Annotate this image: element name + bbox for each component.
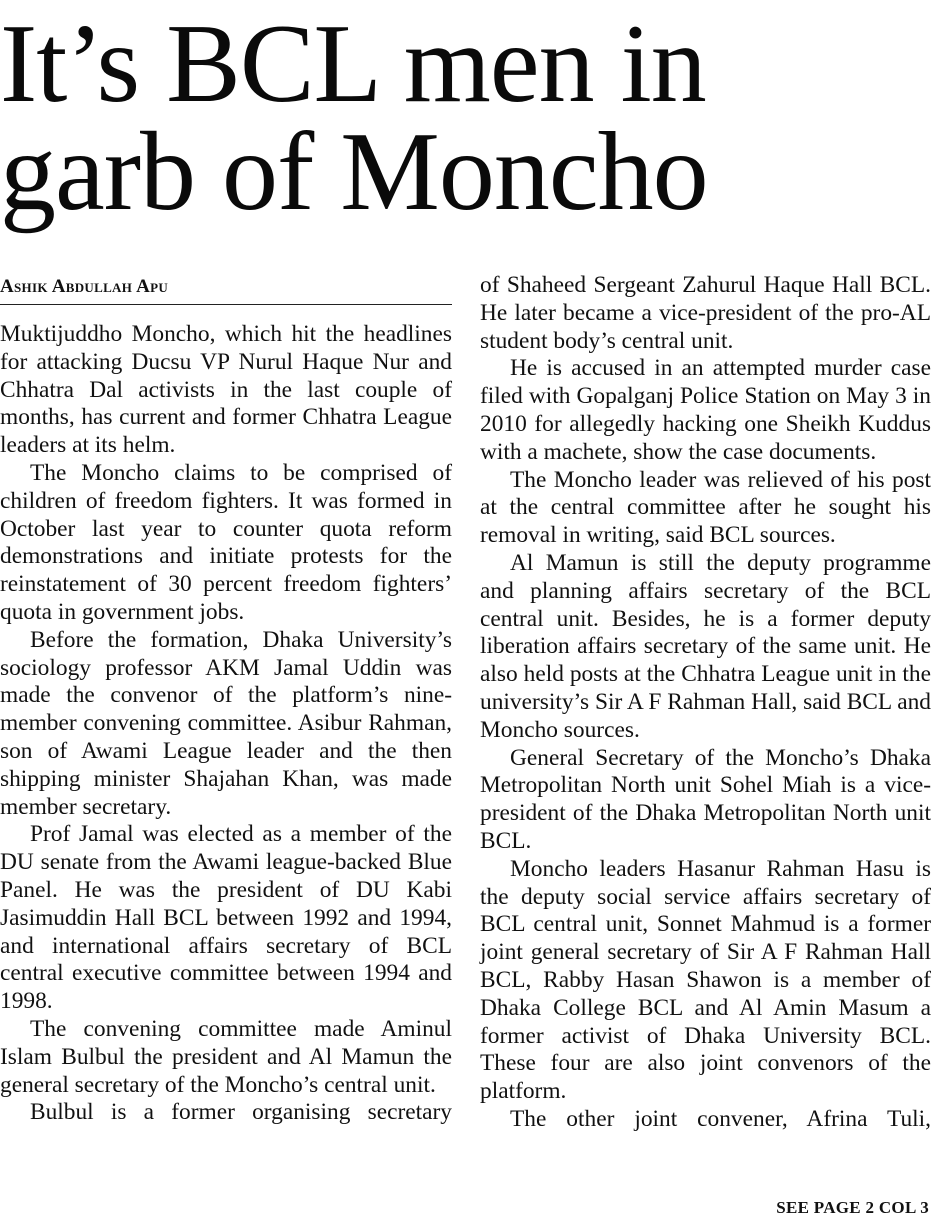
- paragraph: The convening committee made Aminul Islam Bulbul the president and Al Mamun the general secretary of the Moncho’s central unit.: [0, 1015, 452, 1098]
- paragraph: of Shaheed Sergeant Zahurul Haque Hall BCL. He later became a vice-president of the pro-AL student body’s central unit.: [480, 272, 931, 354]
- article-column-left: [0, 321, 452, 1127]
- article-column-right: [480, 272, 931, 1134]
- paragraph: General Secretary of the Moncho’s Dhaka Metropolitan North unit Sohel Miah is a vice-president of the Dhaka Metropolitan North unit BCL.: [480, 744, 931, 854]
- headline-line-1: It’s BCL men in: [0, 2, 706, 126]
- paragraph: Bulbul is a former organising secretary: [30, 1099, 452, 1126]
- paragraph: Before the formation, Dhaka University’s sociology professor AKM Jamal Uddin was made the convenor of the platform’s nine-member convening committee. Asibur Rahman, son of Awami League leader and the then shipping minister Shajahan Khan, was made member secretary.: [0, 626, 452, 820]
- byline: Ashik Abdullah Apu: [0, 276, 452, 305]
- paragraph: Al Mamun is still the deputy programme and planning affairs secretary of the BCL central unit. Besides, he is a former deputy liberation affairs secretary of the same unit. He also held posts at the Chhatra League unit in the university’s Sir A F Rahman Hall, said BCL and Moncho sources.: [480, 549, 931, 743]
- paragraph: The Moncho claims to be comprised of children of freedom fighters. It was formed in October last year to counter quota reform demonstrations and initiate protests for the reinstatement of 30 percent freedom fighters’ quota in government jobs.: [0, 459, 452, 625]
- headline: [0, 2, 931, 234]
- continuation-reference: SEE PAGE 2 COL 3: [776, 1198, 929, 1217]
- paragraph: Muktijuddho Moncho, which hit the headlines for attacking Ducsu VP Nurul Haque Nur and Chhatra Dal activists in the last couple of months, has current and former Chhatra League leaders at its helm.: [0, 321, 452, 459]
- headline-line-2: garb of Moncho: [0, 110, 708, 234]
- paragraph: He is accused in an attempted murder case filed with Gopalganj Police Station on May 3 in 2010 for allegedly hacking one Sheikh Kuddus with a machete, show the case documents.: [480, 355, 931, 465]
- paragraph: The Moncho leader was relieved of his post at the central committee after he sought his removal in writing, said BCL sources.: [480, 466, 931, 549]
- paragraph: The other joint convener, Afrina Tuli,: [510, 1105, 931, 1132]
- paragraph: Moncho leaders Hasanur Rahman Hasu is the deputy social service affairs secretary of BCL central unit, Sonnet Mahmud is a former joint general secretary of Sir A F Rahman Hall BCL, Rabby Hasan Shawon is a member of Dhaka College BCL and Al Amin Masum a former activist of Dhaka University BCL. These four are also joint convenors of the platform.: [480, 855, 931, 1105]
- paragraph: Prof Jamal was elected as a member of the DU senate from the Awami league-backed Blue Panel. He was the president of DU Kabi Jasimuddin Hall BCL between 1992 and 1994, and international affairs secretary of BCL central executive committee between 1994 and 1998.: [0, 821, 452, 1015]
